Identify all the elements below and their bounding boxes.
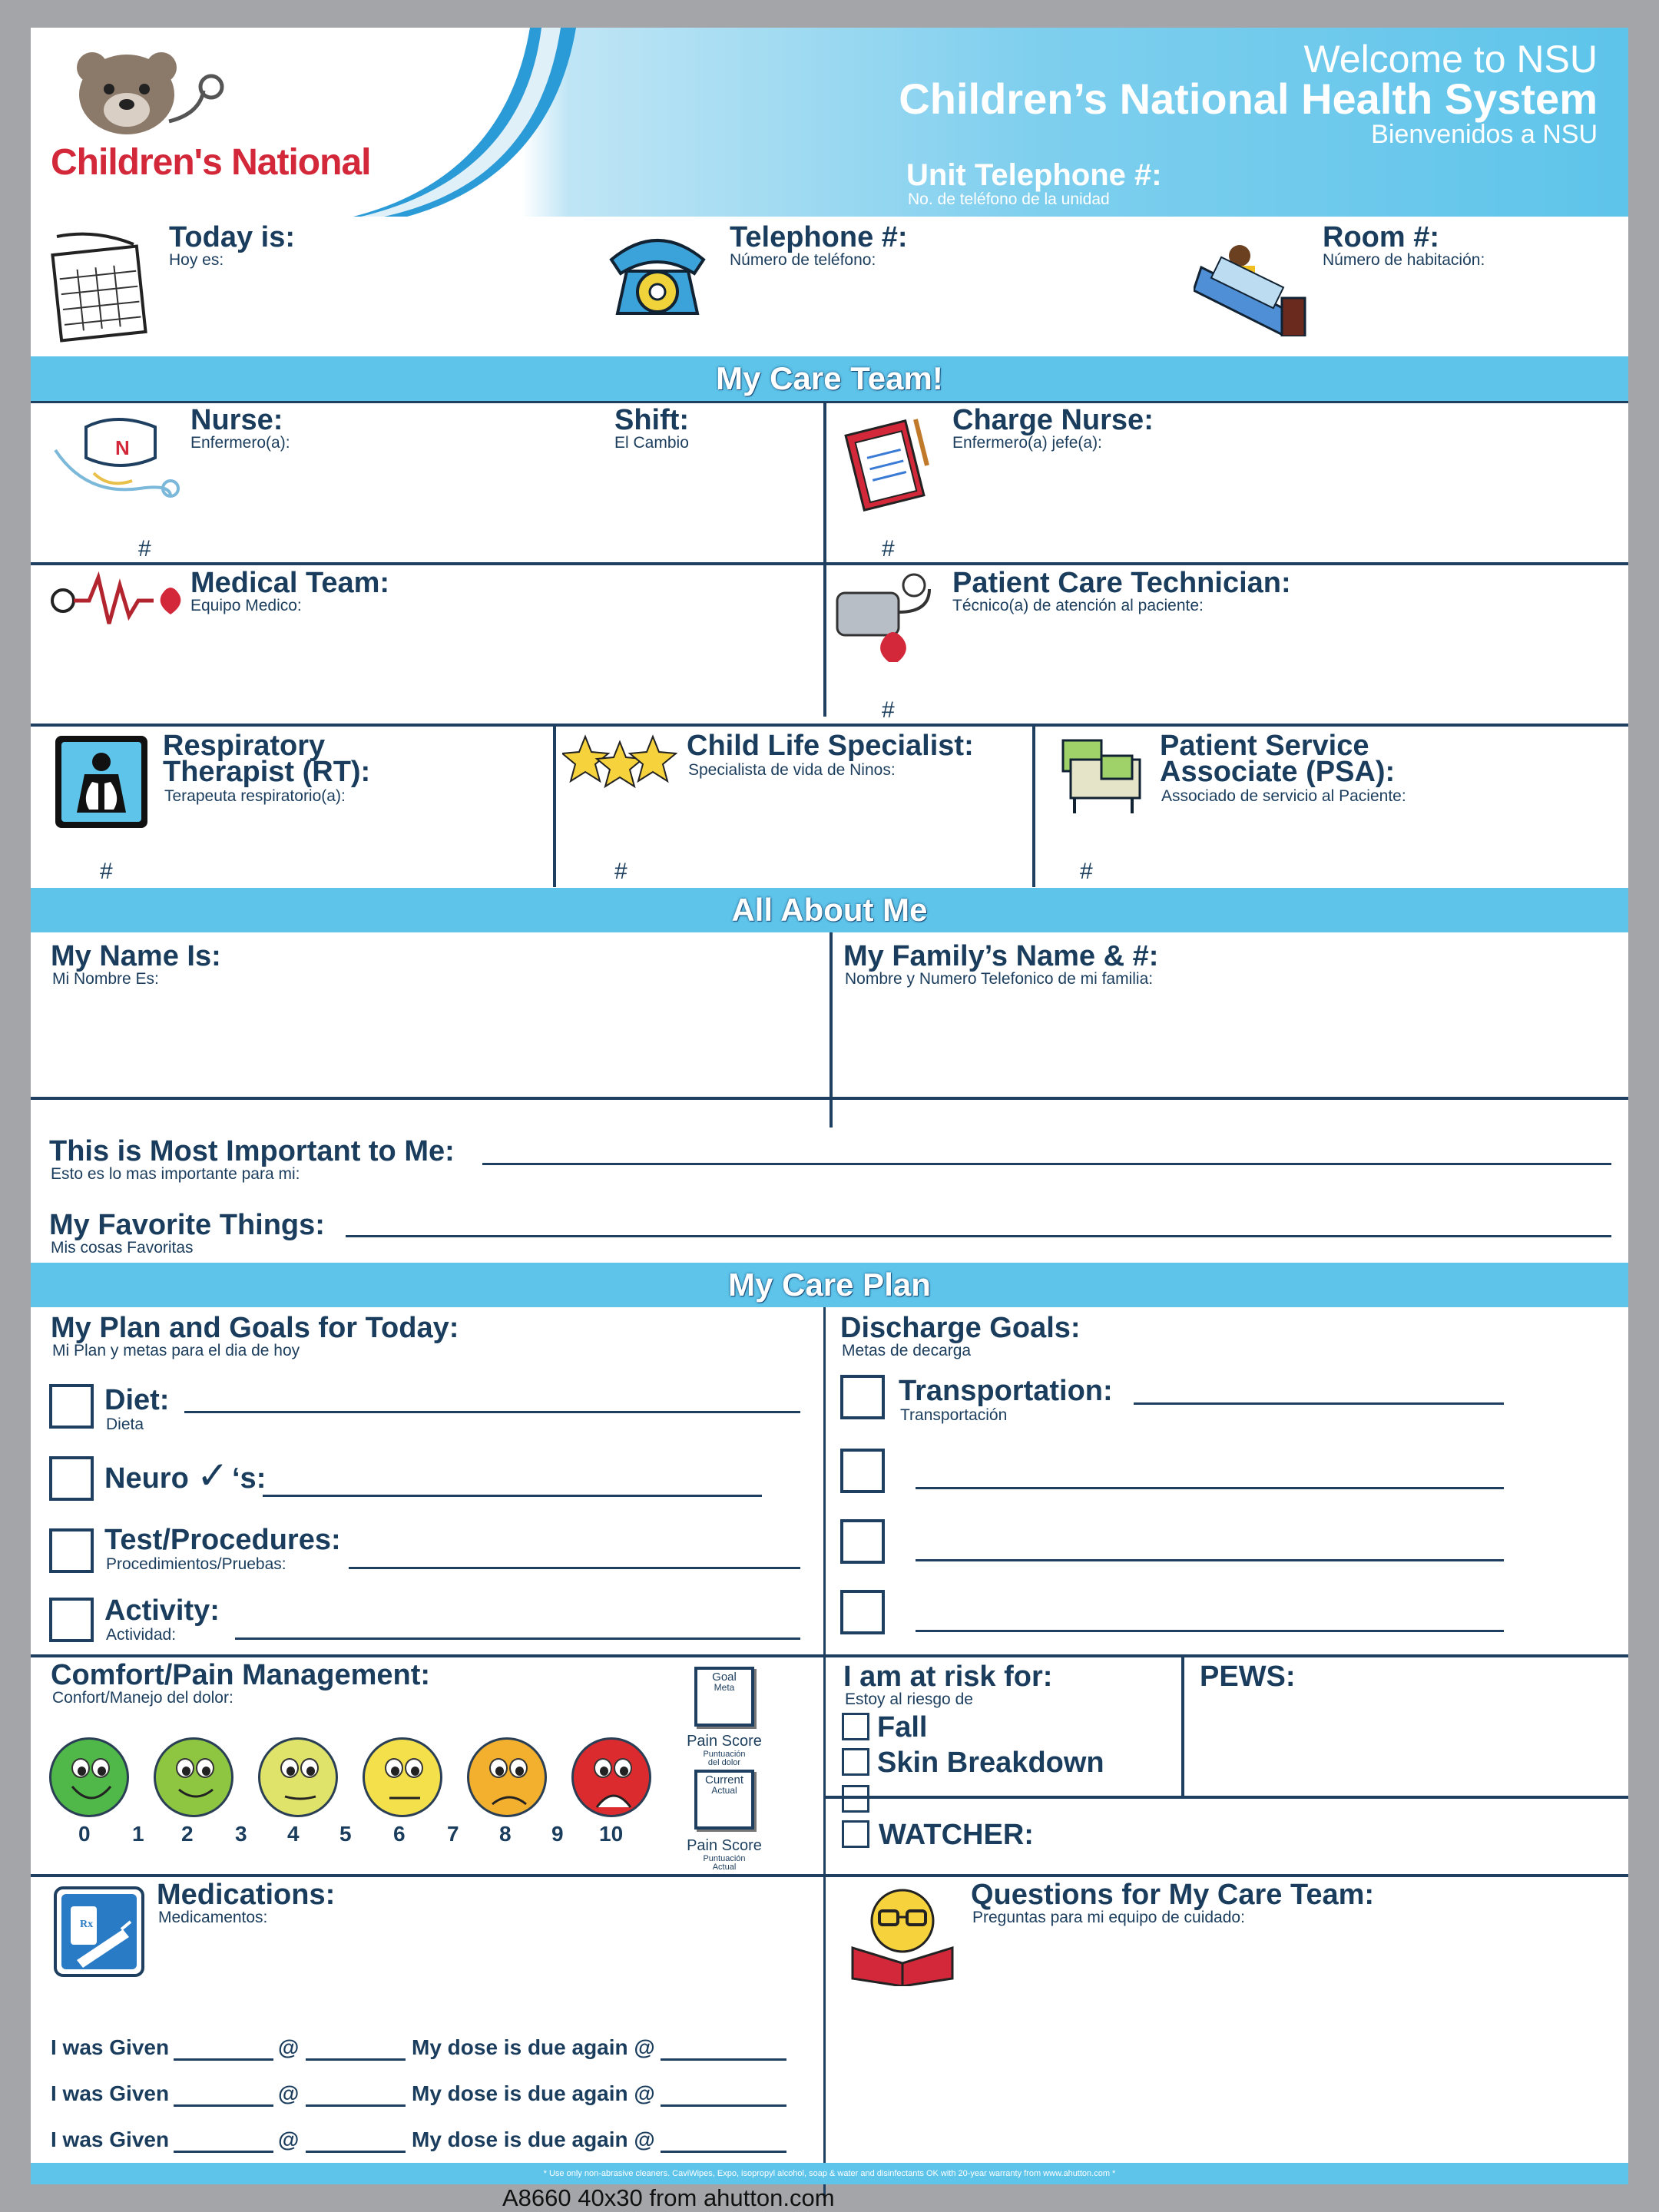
scale-6: 6: [393, 1822, 406, 1846]
pct-hash: #: [882, 697, 895, 723]
important-line[interactable]: [482, 1163, 1611, 1165]
family-sub: Nombre y Numero Telefonico de mi familia:: [845, 970, 1154, 988]
pain-face-8[interactable]: [467, 1737, 547, 1817]
transport-checkbox[interactable]: [840, 1375, 885, 1419]
scale-10: 10: [599, 1822, 624, 1846]
pct-label: Patient Care Technician:: [952, 567, 1291, 599]
given-label-3: I was Given: [51, 2128, 170, 2151]
nurse-label: Nurse:: [190, 404, 283, 436]
clipboard-icon: [839, 412, 939, 512]
charge-nurse-sub: Enfermero(a) jefe(a):: [952, 434, 1102, 452]
fall-checkbox[interactable]: [842, 1713, 869, 1740]
charge-hash: #: [882, 536, 895, 561]
psa-label-1: Patient Service: [1160, 730, 1369, 762]
rt-hash: #: [100, 859, 113, 884]
rule: [823, 1796, 1628, 1799]
pain-face-10[interactable]: [571, 1737, 651, 1817]
activity-checkbox[interactable]: [49, 1598, 94, 1642]
test-checkbox[interactable]: [49, 1528, 94, 1573]
rt-sub: Terapeuta respiratorio(a):: [164, 787, 346, 805]
rule: [31, 562, 1628, 565]
due-label-2: My dose is due again @: [412, 2081, 655, 2105]
discharge-sub: Metas de decarga: [842, 1342, 972, 1359]
pain-face-2[interactable]: [154, 1737, 233, 1817]
scale-5: 5: [339, 1822, 352, 1846]
nurse-cap-icon: [48, 412, 182, 504]
rx-text: Rx: [80, 1919, 94, 1930]
due-line-2[interactable]: [661, 2104, 786, 2107]
pain-score-label-2: Pain Score Puntuación Actual: [687, 1837, 762, 1872]
risk-other-checkbox[interactable]: [842, 1785, 869, 1813]
child-life-label: Child Life Specialist:: [687, 730, 974, 762]
transport-line[interactable]: [1134, 1402, 1504, 1405]
telephone-sub: Número de teléfono:: [730, 251, 876, 269]
pain-face-6[interactable]: [363, 1737, 442, 1817]
calendar-icon: [49, 229, 149, 343]
current-score-box[interactable]: [694, 1770, 754, 1830]
neuro-line[interactable]: [263, 1495, 762, 1497]
whiteboard: [31, 28, 1628, 2184]
room-label: Room #:: [1323, 221, 1439, 253]
current-sub: Actual: [711, 1785, 737, 1796]
discharge-line-3[interactable]: [916, 1559, 1504, 1561]
heartbeat-stethoscope-icon: [48, 570, 186, 639]
questions-sub: Preguntas para mi equipo de cuidado:: [972, 1909, 1245, 1926]
at-label-3: @: [278, 2128, 300, 2151]
neuro-checkbox[interactable]: [49, 1456, 94, 1501]
shift-label: Shift:: [614, 404, 690, 436]
test-label: Test/Procedures:: [104, 1524, 341, 1556]
test-sub: Procedimientos/Pruebas:: [106, 1555, 286, 1573]
skin-label: Skin Breakdown: [877, 1747, 1104, 1779]
watcher-checkbox[interactable]: [842, 1820, 869, 1848]
divider: [1181, 1654, 1184, 1799]
at-label-2: @: [278, 2081, 300, 2105]
medications-sub: Medicamentos:: [158, 1909, 268, 1926]
discharge-checkbox-4[interactable]: [840, 1590, 885, 1634]
header: [31, 28, 1628, 217]
cls-hash: #: [614, 859, 628, 884]
unit-phone-label: Unit Telephone #:: [906, 158, 1162, 192]
favorite-line[interactable]: [346, 1235, 1611, 1237]
transport-label: Transportation:: [899, 1375, 1113, 1407]
divider: [823, 1307, 826, 2198]
today-label: Today is:: [169, 221, 295, 253]
comfort-sub: Confort/Manejo del dolor:: [52, 1689, 233, 1707]
plan-goals-sub: Mi Plan y metas para el dia de hoy: [52, 1342, 300, 1359]
important-label: This is Most Important to Me:: [49, 1135, 455, 1167]
scale-4: 4: [287, 1822, 300, 1846]
risk-sub: Estoy al riesgo de: [845, 1690, 973, 1708]
room-sub: Número de habitación:: [1323, 251, 1485, 269]
divider: [1032, 726, 1035, 887]
activity-label: Activity:: [104, 1594, 220, 1627]
svg-text:N: N: [115, 436, 130, 459]
header-swoosh: [353, 28, 676, 217]
scale-0: 0: [78, 1822, 91, 1846]
medical-team-sub: Equipo Medico:: [190, 597, 302, 614]
at-label-1: @: [278, 2035, 300, 2059]
today-sub: Hoy es:: [169, 251, 224, 269]
psa-bed-icon: [1055, 733, 1147, 817]
my-name-label: My Name Is:: [51, 940, 221, 972]
charge-nurse-label: Charge Nurse:: [952, 404, 1154, 436]
at-line-3[interactable]: [306, 2151, 406, 2153]
due-label-1: My dose is due again @: [412, 2035, 655, 2059]
scale-3: 3: [235, 1822, 247, 1846]
discharge-line-4[interactable]: [916, 1630, 1504, 1632]
neuro-label: Neuro: [104, 1462, 189, 1495]
psa-label-2: Associate (PSA):: [1160, 756, 1396, 788]
scale-8: 8: [499, 1822, 512, 1846]
favorite-label: My Favorite Things:: [49, 1209, 325, 1241]
discharge-checkbox-3[interactable]: [840, 1519, 885, 1564]
rule: [31, 401, 1628, 403]
discharge-line-2[interactable]: [916, 1487, 1504, 1489]
medications-label: Medications:: [157, 1879, 336, 1911]
goal-sub: Meta: [714, 1682, 735, 1693]
plan-goals-label: My Plan and Goals for Today:: [51, 1312, 459, 1344]
pain-face-4[interactable]: [258, 1737, 338, 1817]
transport-sub: Transportación: [900, 1406, 1008, 1424]
scale-7: 7: [447, 1822, 459, 1846]
logo-text: Children's National: [51, 142, 371, 183]
important-sub: Esto es lo mas importante para mi:: [51, 1165, 300, 1183]
child-life-sub: Specialista de vida de Ninos:: [688, 761, 896, 779]
at-line-2[interactable]: [306, 2104, 406, 2107]
scale-9: 9: [551, 1822, 564, 1846]
unit-phone-sub: No. de teléfono de la unidad: [908, 190, 1110, 208]
given-line-1[interactable]: [174, 2058, 273, 2061]
product-code: A8660 40x30 from ahutton.com: [502, 2184, 835, 2211]
questions-label: Questions for My Care Team:: [971, 1879, 1375, 1911]
rt-label-2: Therapist (RT):: [163, 756, 371, 788]
rule: [31, 1097, 1628, 1100]
medication-icon: [54, 1886, 144, 1977]
welcome-text: Welcome to NSU: [1303, 38, 1598, 81]
given-line-3[interactable]: [174, 2151, 273, 2153]
fine-print: * Use only non-abrasive cleaners. CaviWipes, Expo, isopropyl alcohol, soap & water and disinfectants OK with 20-year warranty from www.ahutton.com *: [31, 2163, 1628, 2184]
shift-sub: El Cambio: [614, 434, 689, 452]
goal-score-box[interactable]: [694, 1667, 754, 1727]
neuro-s: ‘s:: [232, 1462, 267, 1495]
rt-label-1: Respiratory: [163, 730, 326, 762]
due-label-3: My dose is due again @: [412, 2128, 655, 2151]
family-label: My Family’s Name & #:: [843, 940, 1159, 972]
diet-label: Diet:: [104, 1384, 170, 1416]
rule: [31, 724, 1628, 727]
given-label-1: I was Given: [51, 2035, 170, 2059]
care-plan-band: My Care Plan: [31, 1263, 1628, 1307]
discharge-checkbox-2[interactable]: [840, 1449, 885, 1493]
discharge-label: Discharge Goals:: [840, 1312, 1081, 1344]
due-line-3[interactable]: [661, 2151, 786, 2153]
nurse-sub: Enfermero(a):: [190, 434, 290, 452]
activity-line[interactable]: [235, 1637, 800, 1640]
diet-line[interactable]: [184, 1411, 800, 1413]
scale-2: 2: [181, 1822, 194, 1846]
rule: [31, 1874, 1628, 1877]
nurse-hash: #: [138, 536, 151, 561]
checkmark-icon: ✓: [197, 1454, 229, 1497]
care-team-band: My Care Team!: [31, 356, 1628, 401]
divider: [553, 726, 556, 887]
telephone-label: Telephone #:: [730, 221, 908, 253]
blood-pressure-icon: [830, 570, 945, 662]
telephone-icon: [604, 229, 711, 321]
welcome-spanish: Bienvenidos a NSU: [1371, 120, 1598, 149]
psa-sub: Associado de servicio al Paciente:: [1161, 787, 1406, 805]
about-me-band: All About Me: [31, 888, 1628, 932]
given-label-2: I was Given: [51, 2081, 170, 2105]
favorite-sub: Mis cosas Favoritas: [51, 1239, 194, 1257]
skin-checkbox[interactable]: [842, 1748, 869, 1776]
diet-sub: Dieta: [106, 1416, 144, 1433]
pain-face-0[interactable]: [49, 1737, 129, 1817]
stars-icon: [562, 733, 677, 794]
due-line-1[interactable]: [661, 2058, 786, 2061]
fall-label: Fall: [877, 1711, 928, 1743]
test-line[interactable]: [349, 1567, 800, 1569]
goal-label: Goal: [712, 1671, 737, 1684]
pain-score-label-1: Pain Score Puntuación del dolor: [687, 1733, 762, 1767]
current-label: Current: [704, 1773, 744, 1786]
hospital-bed-icon: [1194, 229, 1316, 336]
divider: [823, 403, 826, 717]
medical-team-label: Medical Team:: [190, 567, 390, 599]
scale-1: 1: [132, 1822, 144, 1846]
bear-logo-icon: [61, 45, 253, 144]
reading-emoji-icon: [845, 1886, 960, 1986]
watcher-label: WATCHER:: [879, 1819, 1034, 1851]
comfort-label: Comfort/Pain Management:: [51, 1659, 431, 1691]
rule: [31, 1654, 1628, 1657]
system-name: Children’s National Health System: [899, 75, 1598, 123]
given-line-2[interactable]: [174, 2104, 273, 2107]
psa-hash: #: [1080, 859, 1093, 884]
lungs-icon: [54, 734, 149, 830]
diet-checkbox[interactable]: [49, 1384, 94, 1429]
risk-label: I am at risk for:: [843, 1661, 1053, 1693]
activity-sub: Actividad:: [106, 1626, 177, 1644]
my-name-sub: Mi Nombre Es:: [52, 970, 159, 988]
at-line-1[interactable]: [306, 2058, 406, 2061]
pct-sub: Técnico(a) de atención al paciente:: [952, 597, 1204, 614]
pews-label: PEWS:: [1200, 1661, 1296, 1693]
